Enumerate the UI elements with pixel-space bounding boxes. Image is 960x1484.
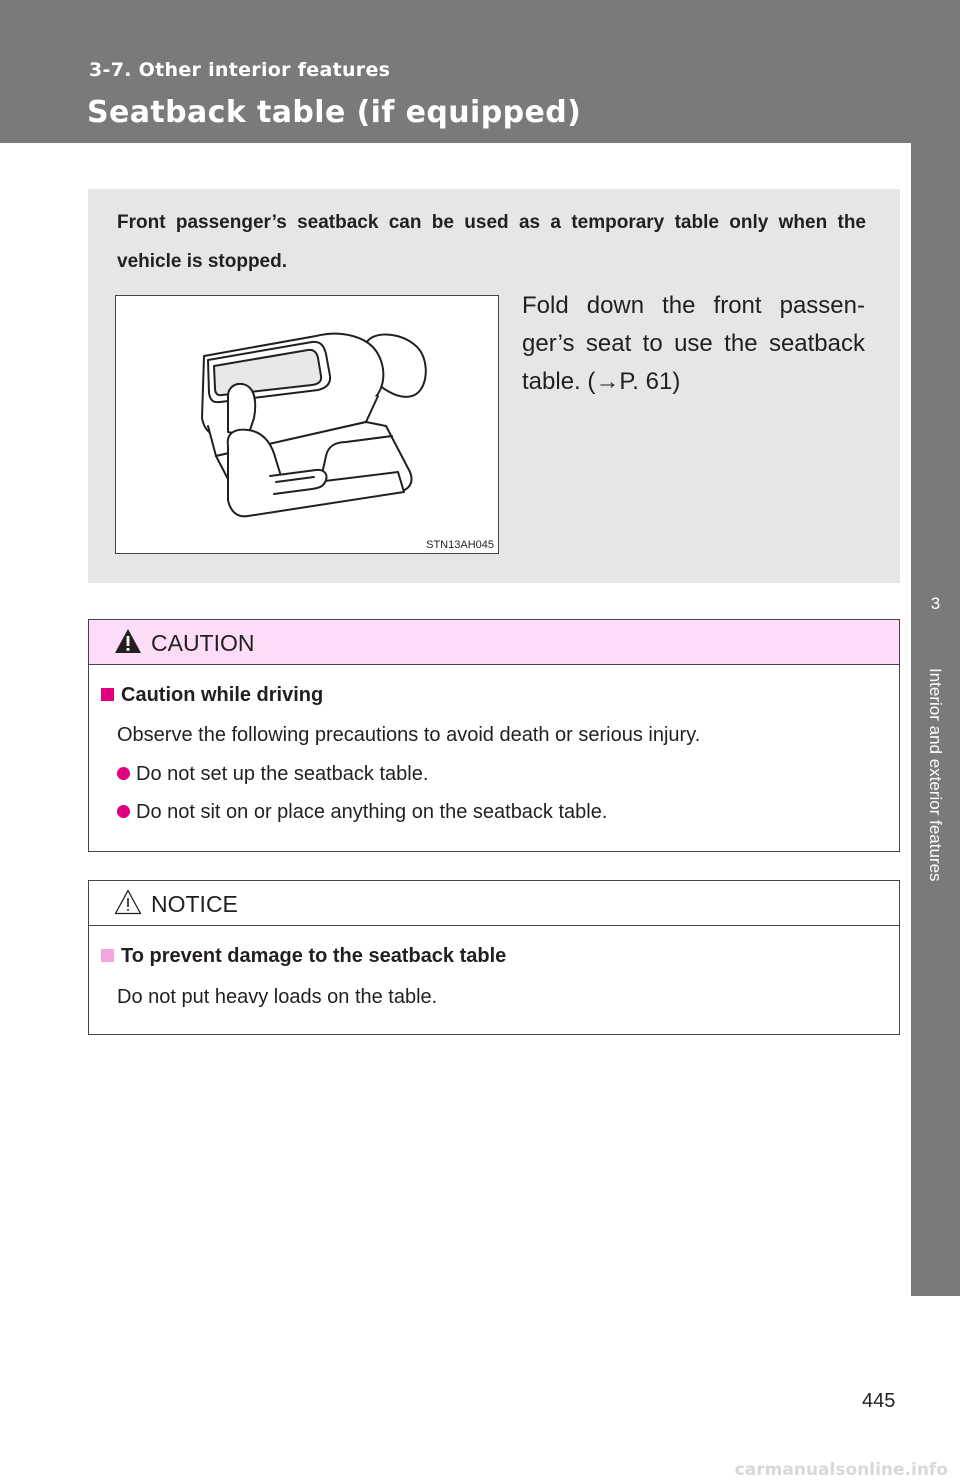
seat-illustration [116, 296, 498, 553]
intro-bold-text: Front passenger’s seatback can be used as a temporary table only when the vehicle is stopped. [117, 212, 866, 272]
caution-bullet-2 [117, 801, 607, 824]
chapter-number-tab [911, 551, 960, 656]
page-title: Seatback table (if equipped) [87, 95, 582, 130]
side-tab-top [911, 143, 960, 551]
notice-header [89, 881, 899, 926]
caution-header [89, 620, 899, 665]
caution-item-title-text: Caution while driving [121, 684, 324, 706]
watermark-text: carmanualsonline.info [734, 1460, 948, 1480]
intro-panel [88, 189, 900, 583]
square-bullet-icon [101, 688, 114, 701]
notice-label: NOTICE [151, 891, 238, 917]
caution-paragraph: Observe the following precautions to avoid death or serious injury. [117, 724, 701, 746]
watermark-logo [712, 1455, 952, 1480]
bullet-dot-icon [117, 805, 130, 818]
chapter-number: 3 [930, 593, 941, 613]
caution-bullet-1-text: Do not set up the seatback table. [136, 763, 429, 785]
chapter-title: Interior and exterior features [926, 668, 945, 882]
section-label: 3-7. Other interior features [89, 59, 391, 81]
notice-box [88, 880, 900, 1035]
page-number: 445 [862, 1390, 896, 1412]
figure-code: STN13AH045 [426, 539, 494, 551]
bullet-dot-icon [117, 767, 130, 780]
fold-line-2: ger’s seat to use the seatback [522, 330, 865, 357]
caution-bullet-2-text: Do not sit on or place anything on the seatback table. [136, 801, 608, 823]
notice-paragraph: Do not put heavy loads on the table. [117, 986, 438, 1008]
fold-line-3: table. (→P. 61) [522, 368, 681, 395]
chapter-title-tab [911, 656, 960, 1296]
notice-item-title-text: To prevent damage to the seatback table [121, 945, 507, 967]
notice-item-title [101, 945, 506, 968]
caution-label: CAUTION [151, 630, 255, 656]
warning-triangle-icon [113, 627, 143, 655]
caution-box [88, 619, 900, 852]
square-bullet-icon [101, 949, 114, 962]
page-header [0, 0, 960, 143]
notice-triangle-icon [113, 888, 143, 916]
caution-item-title [101, 684, 323, 707]
fold-line-1: Fold down the front passen- [522, 292, 865, 319]
fold-instruction [522, 287, 865, 401]
seatback-table-figure [115, 295, 499, 554]
caution-bullet-1 [117, 763, 428, 786]
